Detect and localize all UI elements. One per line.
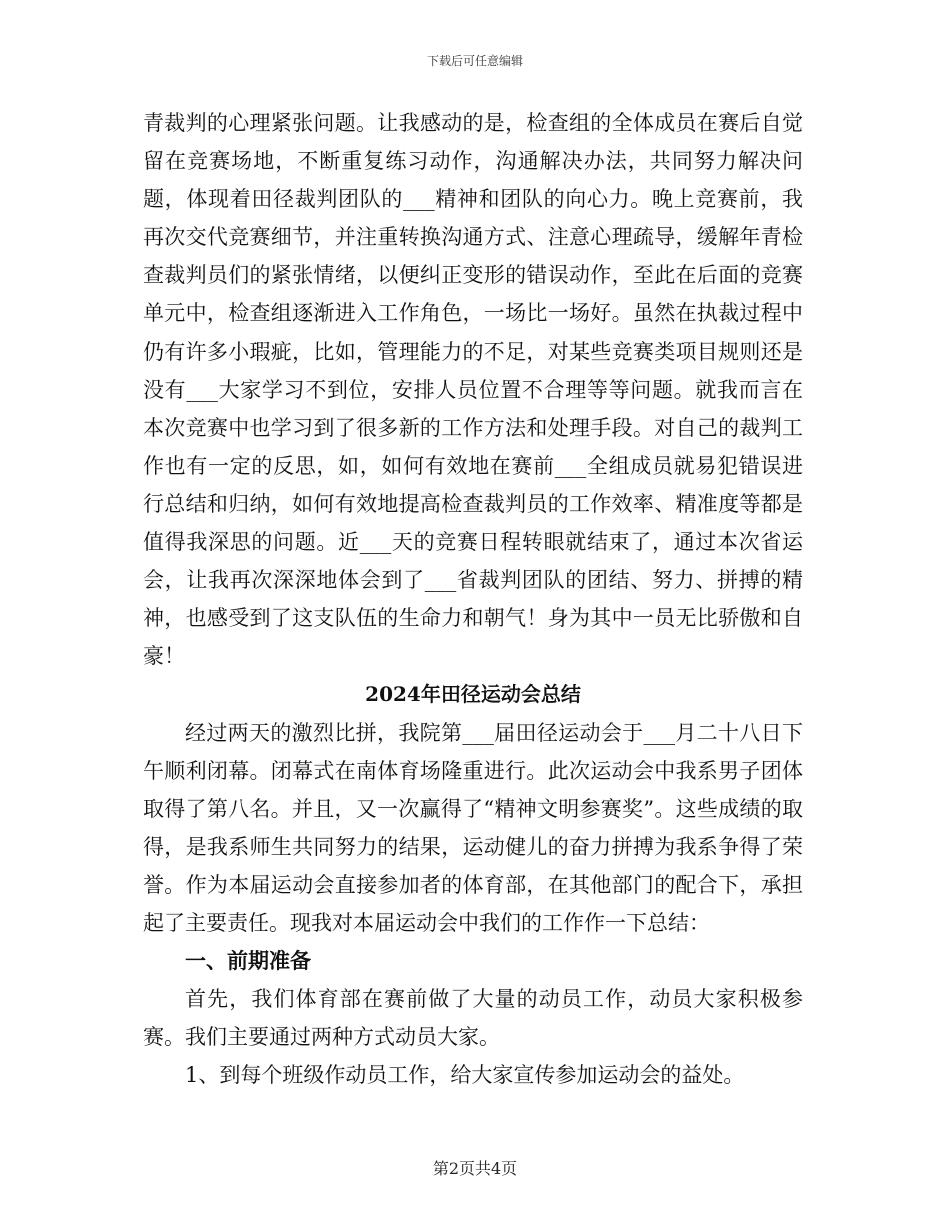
paragraph-meet-summary: 经过两天的激烈比拼，我院第___届田径运动会于___月二十八日下午顺利闭幕。闭幕式在南体育场隆重进行。此次运动会中我系男子团体取得了第八名。并且，又一次赢得了“精神文明参赛奖”。这些成绩的取得，是我系师生共同努力的结果，运动健儿的奋力拼搏为我系争得了荣誉。作为本届运动会直接参加者的体育部，在其他部门的配合下，承担起了主要责任。现我对本届运动会中我们的工作作一下总结： xyxy=(143,720,803,935)
page-header: 下载后可任意编辑 xyxy=(426,54,523,68)
page-number: 第2页共4页 xyxy=(432,1159,518,1178)
document-body xyxy=(143,104,803,1094)
paragraph-mobilization: 首先，我们体育部在赛前做了大量的动员工作，动员大家积极参赛。我们主要通过两种方式动员大家。 xyxy=(143,987,803,1050)
paragraph-referee-reflection: 青裁判的心理紧张问题。让我感动的是，检查组的全体成员在赛后自觉留在竞赛场地，不断重复练习动作，沟通解决办法，共同努力解决问题，体现着田径裁判团队的___精神和团队的向心力。晚上竞赛前，我再次交代竞赛细节，并注重转换沟通方式、注意心理疏导，缓解年青检查裁判员们的紧张情绪，以便纠正变形的错误动作，至此在后面的竞赛单元中，检查组逐渐进入工作角色，一场比一场好。虽然在执裁过程中仍有许多小瑕疵，比如，管理能力的不足，对某些竞赛类项目规则还是没有___大家学习不到位，安排人员位置不合理等等问题。就我而言在本次竞赛中也学习到了很多新的工作方法和处理手段。对自己的裁判工作也有一定的反思，如，如何有效地在赛前___全组成员就易犯错误进行总结和归纳，如何有效地提高检查裁判员的工作效率、精准度等都是值得我深思的问题。近___天的竞赛日程转眼就结束了，通过本次省运会，让我再次深深地体会到了___省裁判团队的团结、努力、拼搏的精神，也感受到了这支队伍的生命力和朝气！身为其中一员无比骄傲和自豪！ xyxy=(143,111,803,669)
section-title: 2024年田径运动会总结 xyxy=(365,682,581,707)
heading-preparation: 一、前期准备 xyxy=(185,948,311,974)
paragraph-list-item-1: 1、到每个班级作动员工作，给大家宣传参加运动会的益处。 xyxy=(185,1063,745,1088)
